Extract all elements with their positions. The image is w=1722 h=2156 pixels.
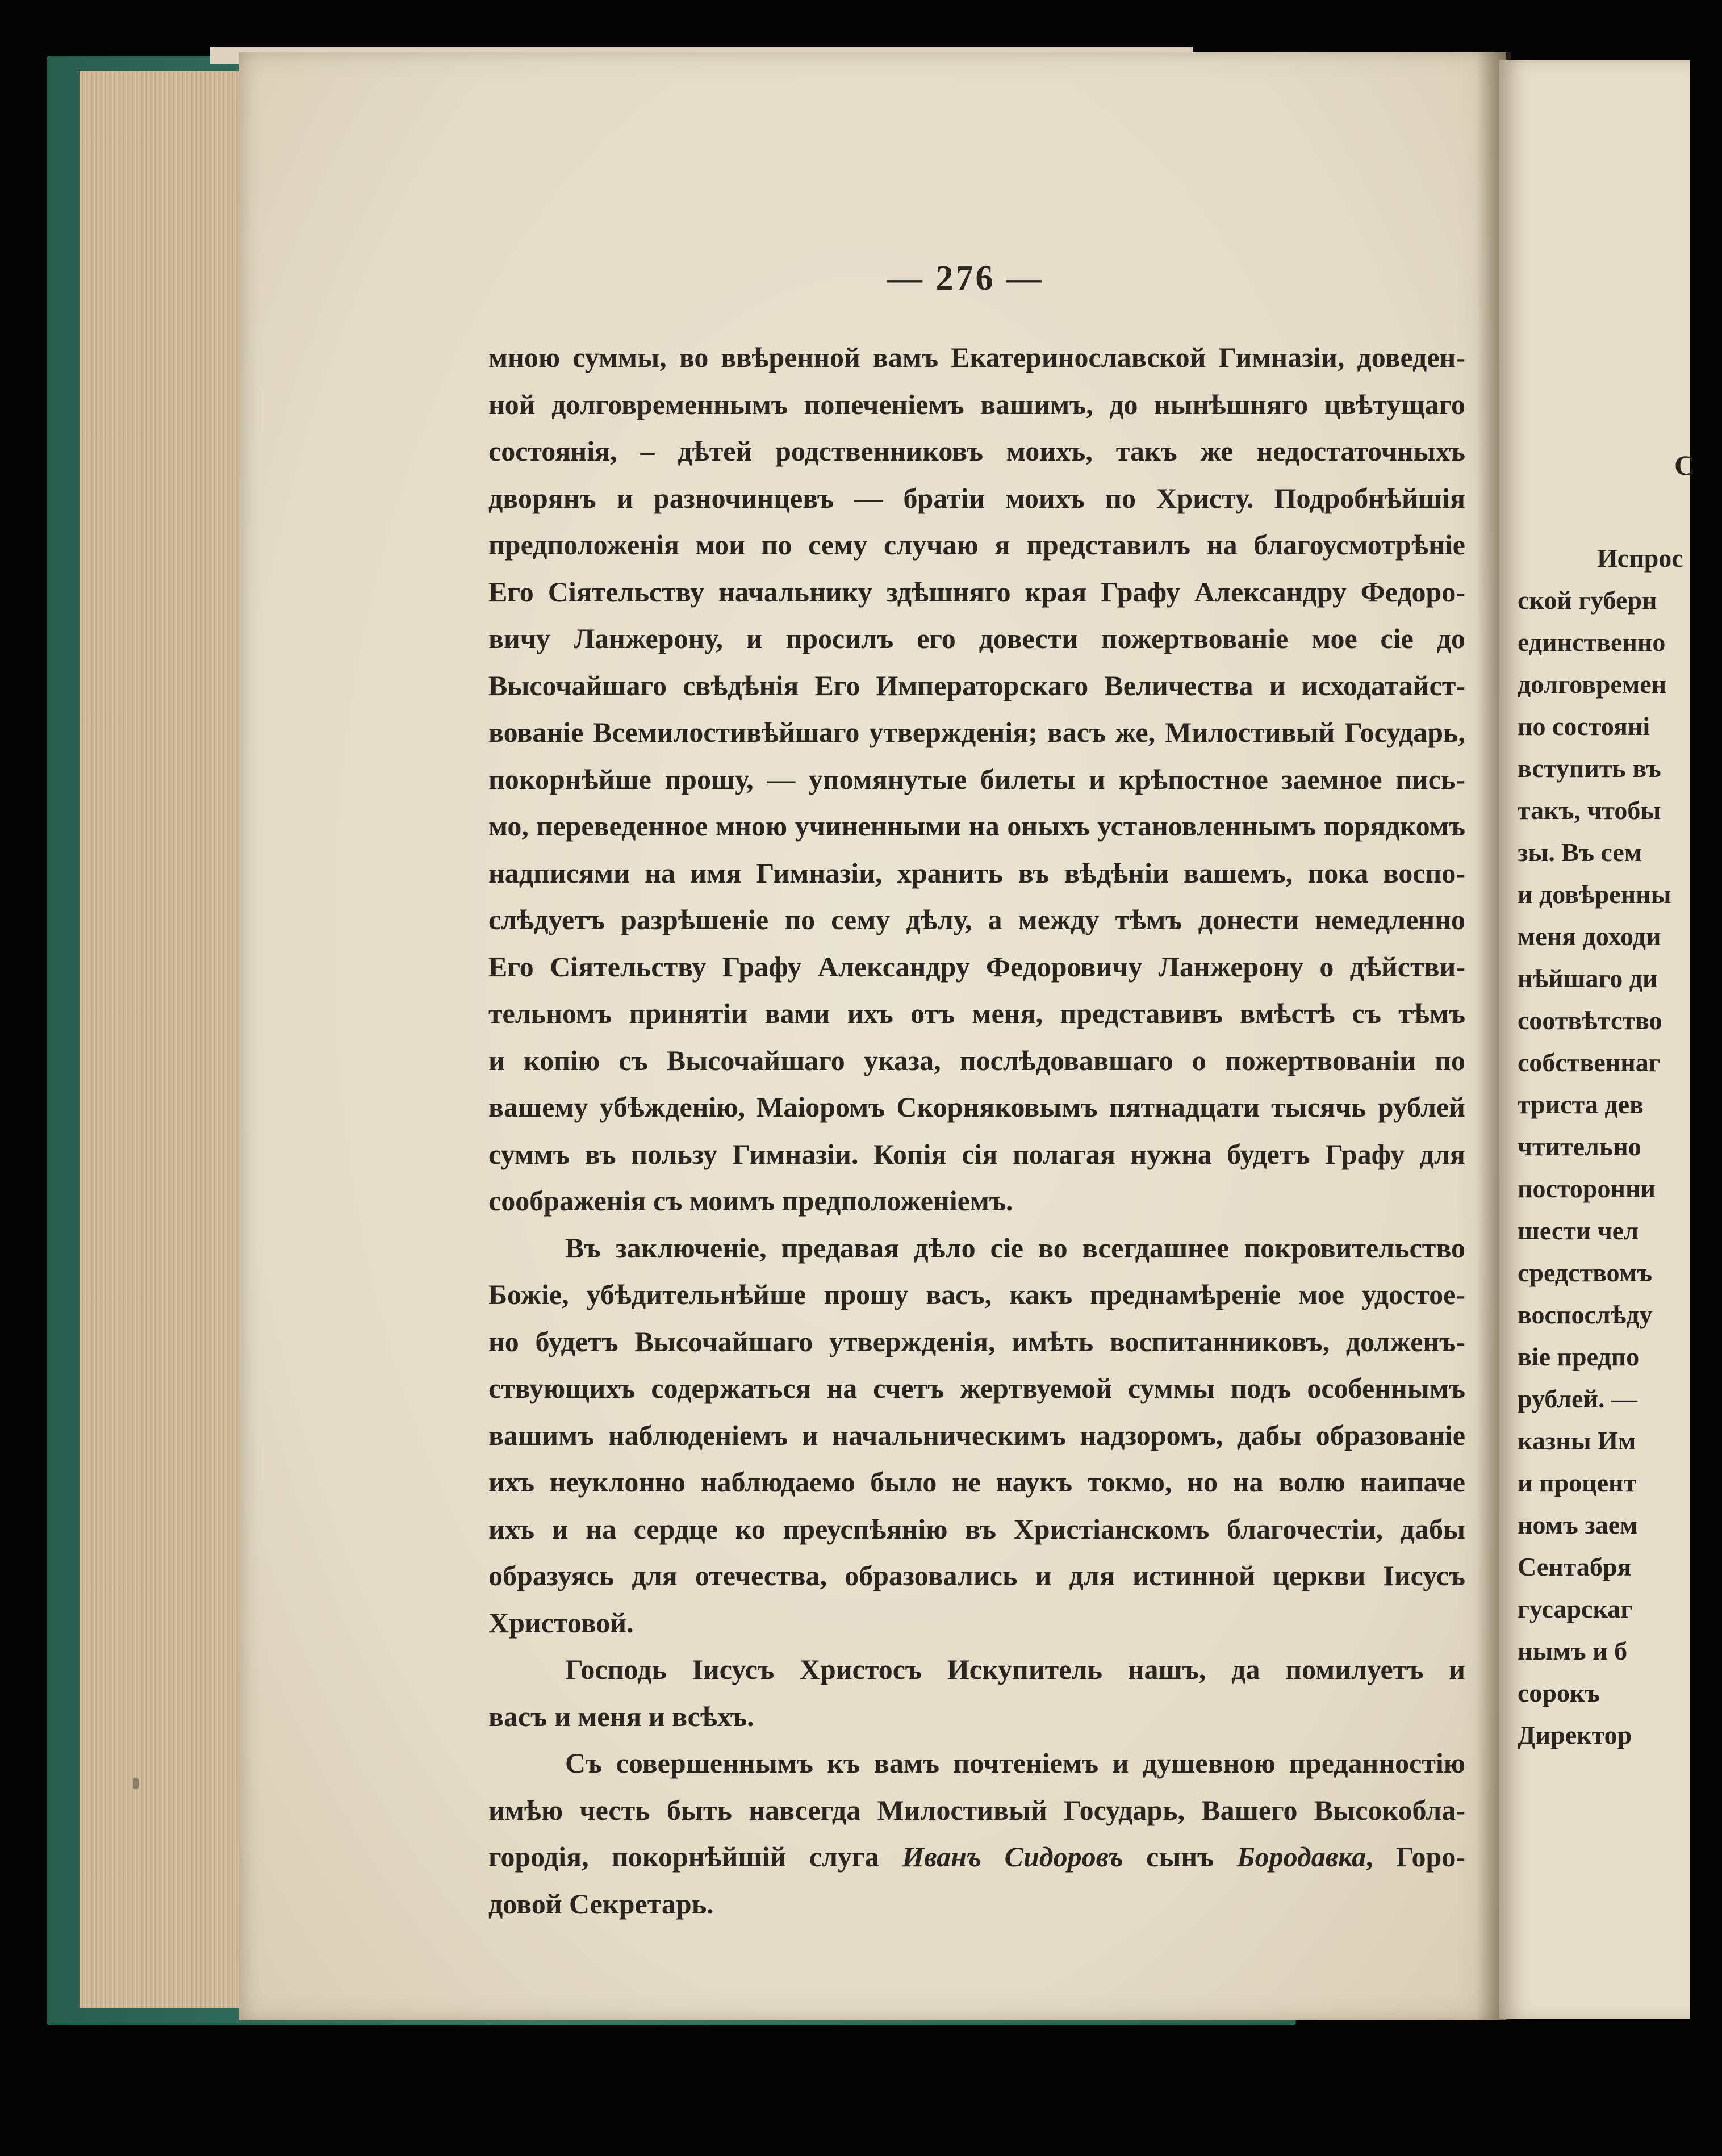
text-line: надписями на имя Гимназіи, хранить въ вѣдѣніи вашемъ, пока воспо-	[488, 856, 1465, 889]
page-number: — 276 —	[887, 259, 1044, 298]
text-line: ной долговременнымъ попеченіемъ вашимъ, до нынѣшняго цвѣтущаго	[488, 388, 1465, 420]
right-text-line: сорокъ	[1518, 1678, 1600, 1707]
right-text-line: и процент	[1518, 1468, 1637, 1497]
right-text-line: рублей. —	[1518, 1384, 1637, 1413]
right-text-line: шести чел	[1518, 1216, 1639, 1245]
text-line: Высочайшаго свѣдѣнія Его Императорскаго Величества и исходатайст-	[488, 669, 1465, 701]
text-line: слѣдуетъ разрѣшеніе по сему дѣлу, а между тѣмъ донести немедленно	[488, 904, 1465, 935]
right-page-heading: С	[1674, 449, 1695, 481]
text-line: имѣю честь быть навсегда Милостивый Государь, Вашего Высокобла-	[488, 1794, 1465, 1826]
text-line: мною суммы, во ввѣренной вамъ Екатеринославской Гимназіи, доведен-	[488, 341, 1465, 373]
text-line: тельномъ принятіи вами ихъ отъ меня, представивъ вмѣстѣ съ тѣмъ	[488, 997, 1465, 1029]
signature-line-end: , Горо-	[1366, 1841, 1465, 1873]
signer-first-name: Иванъ Сидоровъ	[902, 1841, 1123, 1873]
right-text-line: меня доходи	[1518, 922, 1661, 951]
text-line: Его Сіятельству Графу Александру Федоровичу Ланжерону о дѣйстви-	[488, 950, 1465, 983]
right-text-line: соотвѣтство	[1518, 1006, 1662, 1035]
signature-line	[488, 1833, 1465, 1881]
text-line: вашимъ наблюденіемъ и начальническимъ надзоромъ, дабы образованіе	[488, 1419, 1465, 1451]
text-line: ствующихъ содержаться на счетъ жертвуемой суммы подъ особеннымъ	[488, 1372, 1465, 1404]
text-line: предположенія мои по сему случаю я представилъ на благоусмотрѣніе	[488, 529, 1465, 561]
paragraph-1	[488, 334, 1465, 1225]
signature-line-mid: сынъ	[1123, 1841, 1237, 1873]
text-line: ихъ и на сердце ко преуспѣянію въ Христіанскомъ благочестіи, дабы	[488, 1512, 1465, 1545]
right-text-line: Директор	[1518, 1720, 1632, 1749]
right-text-line: и довѣренны	[1518, 880, 1671, 909]
right-text-line: вступить въ	[1518, 754, 1661, 783]
closing-paragraph	[488, 1740, 1465, 1927]
right-text-line: нымъ и б	[1518, 1636, 1628, 1665]
right-page-text	[1518, 537, 1722, 1756]
text-line: довой Секретарь.	[488, 1887, 714, 1920]
right-text-line: по состояні	[1518, 712, 1650, 741]
text-line: но будетъ Высочайшаго утвержденія, имѣть воспитанниковъ, долженъ-	[488, 1325, 1465, 1357]
right-text-line: чтительно	[1518, 1132, 1641, 1161]
text-line: Господь Іисусъ Христосъ Искупитель нашъ, да помилуетъ и	[565, 1653, 1465, 1685]
right-text-line: Испрос	[1597, 544, 1683, 573]
right-text-line: воспослѣду	[1518, 1300, 1653, 1329]
right-text-line: долговремен	[1518, 670, 1667, 699]
paragraph-3	[488, 1646, 1465, 1740]
text-line: суммъ въ пользу Гимназіи. Копія сія полагая нужна будетъ Графу для	[488, 1138, 1465, 1170]
text-line: вичу Ланжерону, и просилъ его довести пожертвованіе мое сіе до	[488, 622, 1465, 654]
right-text-line: казны Им	[1518, 1426, 1636, 1455]
right-text-line: такъ, чтобы	[1518, 796, 1661, 825]
text-line: соображенія съ моимъ предположеніемъ.	[488, 1185, 1013, 1217]
text-line: дворянъ и разночинцевъ — братіи моихъ по Христу. Подробнѣйшія	[488, 482, 1465, 514]
right-text-line: средствомъ	[1518, 1258, 1652, 1287]
paper-speck	[133, 1778, 139, 1789]
right-text-line: ской губерн	[1518, 586, 1657, 615]
text-line: Божіе, убѣдительнѣйше прошу васъ, какъ преднамѣреніе мое удостое-	[488, 1278, 1465, 1310]
text-line: ихъ неуклонно наблюдаемо было не наукъ токмо, но на волю наипаче	[488, 1466, 1465, 1498]
paragraph-2	[488, 1225, 1465, 1647]
right-text-line: Сентабря	[1518, 1552, 1632, 1581]
text-line: покорнѣйше прошу, — упомянутые билеты и крѣпостное заемное пись-	[488, 763, 1465, 795]
right-text-line: единственно	[1518, 628, 1666, 657]
text-line: Въ заключеніе, предавая дѣло сіе во всегдашнее покровительство	[565, 1231, 1465, 1264]
signer-surname: Бородавка	[1236, 1841, 1366, 1873]
right-text-line: гусарскаг	[1518, 1594, 1633, 1623]
text-line: васъ и меня и всѣхъ.	[488, 1700, 754, 1732]
right-text-line: зы. Въ сем	[1518, 838, 1642, 867]
text-line: Съ совершеннымъ къ вамъ почтеніемъ и душевною преданностію	[565, 1747, 1465, 1779]
page-edges	[80, 71, 245, 2008]
text-line: состоянія, – дѣтей родственниковъ моихъ, такъ же недостаточныхъ	[488, 435, 1465, 467]
signature-line-start: городія, покорнѣйшій слуга	[488, 1841, 902, 1873]
text-line: и копію съ Высочайшаго указа, послѣдовавшаго о пожертвованіи по	[488, 1044, 1465, 1076]
text-line: мо, переведенное мною учиненными на оныхъ установленнымъ порядкомъ	[488, 810, 1465, 842]
right-text-line: віе предпо	[1518, 1342, 1640, 1371]
right-text-line: нѣйшаго ди	[1518, 964, 1658, 993]
right-text-line: посторонни	[1518, 1174, 1656, 1203]
text-line: вованіе Всемилостивѣйшаго утвержденія; васъ же, Милостивый Государь,	[488, 716, 1465, 748]
left-page-text	[488, 334, 1465, 1927]
right-text-line: триста дев	[1518, 1090, 1644, 1119]
text-line: вашему убѣжденію, Маіоромъ Скорняковымъ пятнадцати тысячь рублей	[488, 1091, 1465, 1123]
right-text-line: номъ заем	[1518, 1510, 1638, 1539]
right-text-line: собственнаг	[1518, 1048, 1661, 1077]
text-line: Его Сіятельству начальнику здѣшняго края Графу Александру Федоро-	[488, 575, 1465, 608]
text-line: образуясь для отечества, образовались и для истинной церкви Іисусъ	[488, 1560, 1465, 1591]
text-line: Христовой.	[488, 1606, 634, 1639]
